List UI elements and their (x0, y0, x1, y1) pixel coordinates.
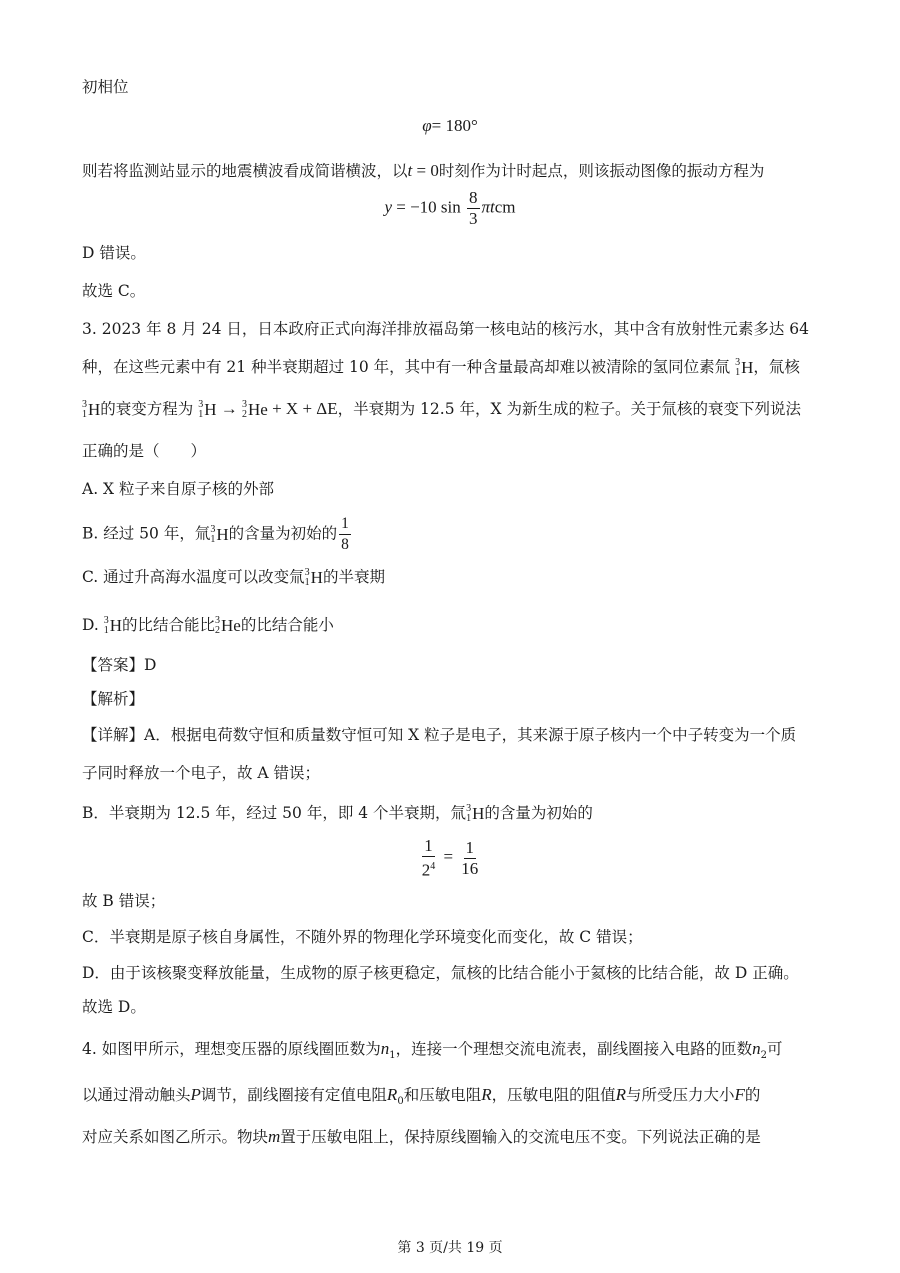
text: 则若将监测站显示的地震横波看成简谐横波，以 (82, 162, 408, 180)
question-3-line (82, 398, 801, 421)
nuclide-tritium (735, 357, 753, 379)
math-var: n (380, 1039, 390, 1058)
element-symbol: H (88, 400, 101, 419)
text: ，半衰期为 12.5 年，X 为新生成的粒子。关于氚核的衰变下列说法 (337, 400, 801, 418)
numerator: 8 (469, 188, 478, 207)
text: 的衰变方程为 (100, 400, 194, 418)
text: 时刻作为计时起点，则该振动图像的振动方程为 (438, 162, 765, 180)
text: 调节，副线圈接有定值电阻 (200, 1086, 387, 1104)
text: ，氚核 (753, 358, 800, 376)
nuclide-tritium (305, 567, 323, 589)
option-d (82, 614, 334, 637)
equation-halflife (0, 836, 900, 881)
mass-number: 3 (242, 399, 248, 410)
detail-line (82, 962, 799, 984)
text: 以通过滑动触头 (82, 1086, 191, 1104)
fraction (339, 514, 351, 555)
text: 4. 如图甲所示，理想变压器的原线圈匝数为 (82, 1040, 381, 1058)
text: 的 (744, 1086, 761, 1104)
text: 子同时释放一个电子，故 A 错误； (82, 764, 321, 782)
math-var: F (734, 1085, 745, 1104)
text: 的含量为初始的 (484, 804, 593, 822)
equation-vibration (0, 188, 900, 229)
element-symbol: He (221, 616, 241, 635)
text: 故选 D。 (82, 998, 146, 1016)
text: C．半衰期是原子核自身属性，不随外界的物理化学环境变化而变化，故 C 错误； (82, 928, 643, 946)
math-var: R (386, 1085, 398, 1104)
mass-number: 3 (215, 615, 221, 626)
text: 3. 2023 年 8 月 24 日，日本政府正式向海洋排放福岛第一核电站的核污水，其中含有放射性元素多达 64 (82, 320, 810, 338)
text-line (82, 280, 145, 302)
text: 置于压敏电阻上，保持原线圈输入的交流电压不变。下列说法正确的是 (280, 1128, 761, 1146)
option-b (82, 514, 353, 555)
element-symbol: H (741, 358, 754, 377)
mass-number: 3 (82, 399, 87, 410)
answer-line (82, 654, 156, 676)
numerator: 1 (424, 836, 433, 855)
text: 【解析】 (82, 690, 145, 708)
element-symbol: H (204, 400, 217, 419)
text: 【详解】A．根据电荷数守恒和质量数守恒可知 X 粒子是电子，其来源于原子核内一个中子转变为一个质 (82, 726, 797, 744)
question-4-line (82, 1084, 760, 1113)
numerator: 1 (339, 514, 351, 535)
nuclide-tritium (466, 803, 484, 825)
math-var: P (190, 1085, 201, 1104)
question-4-line (82, 1038, 783, 1067)
unit: cm (494, 197, 516, 217)
math-var: φ (422, 116, 432, 135)
atomic-number: 1 (210, 533, 216, 545)
text-line (82, 76, 129, 98)
question-3-line (82, 440, 206, 462)
denominator (420, 857, 438, 881)
nuclide-helium (215, 615, 241, 637)
base: 2 (421, 860, 431, 880)
fraction (420, 836, 438, 881)
element-symbol: H (310, 568, 323, 587)
subscript: 2 (760, 1050, 767, 1062)
nuclide-tritium (210, 524, 228, 546)
atomic-number: 1 (198, 409, 204, 420)
analysis-heading (82, 688, 144, 710)
element-symbol: He (248, 400, 268, 419)
text: ，压敏电阻的阻值 (491, 1086, 616, 1104)
text-line (82, 242, 146, 264)
mass-number: 3 (103, 615, 109, 626)
math-var: R (481, 1085, 492, 1104)
element-symbol: H (216, 524, 229, 544)
atomic-number: 2 (215, 625, 221, 636)
denominator: 16 (461, 858, 479, 878)
nuclide-tritium (198, 399, 216, 421)
text: 的比结合能比 (122, 616, 216, 634)
mass-number: 3 (304, 567, 310, 578)
text: 【答案】D (82, 656, 157, 674)
text: 的比结合能小 (240, 616, 334, 634)
mass-number: 3 (198, 399, 204, 410)
math-var: πt (481, 197, 495, 217)
equation-phase (0, 116, 900, 136)
math-var: R (615, 1085, 626, 1104)
atomic-number: 1 (466, 813, 472, 824)
text: 的含量为初始的 (228, 524, 338, 543)
text: 与所受压力大小 (626, 1086, 735, 1104)
nuclide-tritium (104, 615, 122, 637)
math-text: = 180° (431, 116, 478, 135)
text: ，连接一个理想交流电流表，副线圈接入电路的匝数 (395, 1040, 753, 1058)
subscript: 1 (389, 1050, 396, 1062)
option-a (82, 478, 274, 500)
question-3-line (82, 318, 809, 340)
nuclide-helium (242, 399, 268, 421)
denominator: 8 (341, 536, 349, 553)
math-var: m (268, 1127, 281, 1146)
math-var: n (752, 1039, 761, 1058)
math-var: y (384, 197, 392, 217)
text: 种，在这些元素中有 21 种半衰期超过 10 年，其中有一种含量最高却难以被清除的氢同位素氚 (82, 358, 731, 376)
atomic-number: 1 (735, 367, 741, 378)
text-line (82, 160, 764, 182)
option-c (82, 566, 385, 589)
page-footer: 第 3 页/共 19 页 (397, 1240, 503, 1256)
text: A. X 粒子来自原子核的外部 (82, 480, 275, 498)
text: B．半衰期为 12.5 年，经过 50 年，即 4 个半衰期，氚 (82, 804, 467, 822)
atomic-number: 2 (242, 409, 248, 420)
detail-line (82, 996, 146, 1018)
element-symbol: H (472, 804, 485, 823)
text: 正确的是（ ） (82, 442, 207, 460)
arrow: → (216, 399, 243, 418)
text: B. 经过 50 年，氚 (82, 524, 211, 543)
mass-number: 3 (210, 523, 216, 535)
math-text: + X + ΔE (267, 399, 338, 418)
math-text: = 0 (412, 161, 439, 180)
denominator: 3 (469, 209, 478, 228)
text: 初相位 (82, 78, 129, 96)
text: 可 (766, 1040, 783, 1058)
math-text: = −10 sin (392, 197, 461, 217)
nuclide-tritium (82, 399, 100, 421)
fraction (467, 188, 480, 229)
math-text: = (439, 847, 458, 867)
numerator: 1 (465, 837, 475, 857)
text: D．由于该核聚变释放能量，生成物的原子核更稳定，氚核的比结合能小于氦核的比结合能，故 D 正确。 (82, 964, 799, 982)
element-symbol: H (109, 616, 123, 635)
subscript: 0 (397, 1096, 404, 1108)
detail-line (82, 926, 643, 948)
text: 故选 C。 (82, 282, 146, 300)
text: D 错误。 (82, 244, 146, 262)
text: C. 通过升高海水温度可以改变氚 (82, 568, 305, 586)
question-3-line (82, 356, 800, 379)
question-4-line (82, 1126, 761, 1148)
atomic-number: 1 (304, 577, 310, 588)
detail-line (82, 890, 165, 912)
text: 和压敏电阻 (403, 1086, 482, 1104)
exponent: 4 (430, 861, 436, 872)
math-var: t (407, 161, 413, 180)
atomic-number: 1 (103, 625, 109, 636)
detail-line (82, 802, 593, 825)
text: 故 B 错误； (82, 892, 166, 910)
text: 的半衰期 (322, 568, 385, 586)
fraction (459, 838, 480, 879)
text: 对应关系如图乙所示。物块 (82, 1128, 269, 1146)
text: D. (82, 616, 104, 634)
atomic-number: 1 (82, 409, 87, 420)
detail-line (82, 724, 796, 746)
mass-number: 3 (735, 357, 741, 368)
mass-number: 3 (466, 803, 472, 814)
detail-line (82, 762, 320, 784)
